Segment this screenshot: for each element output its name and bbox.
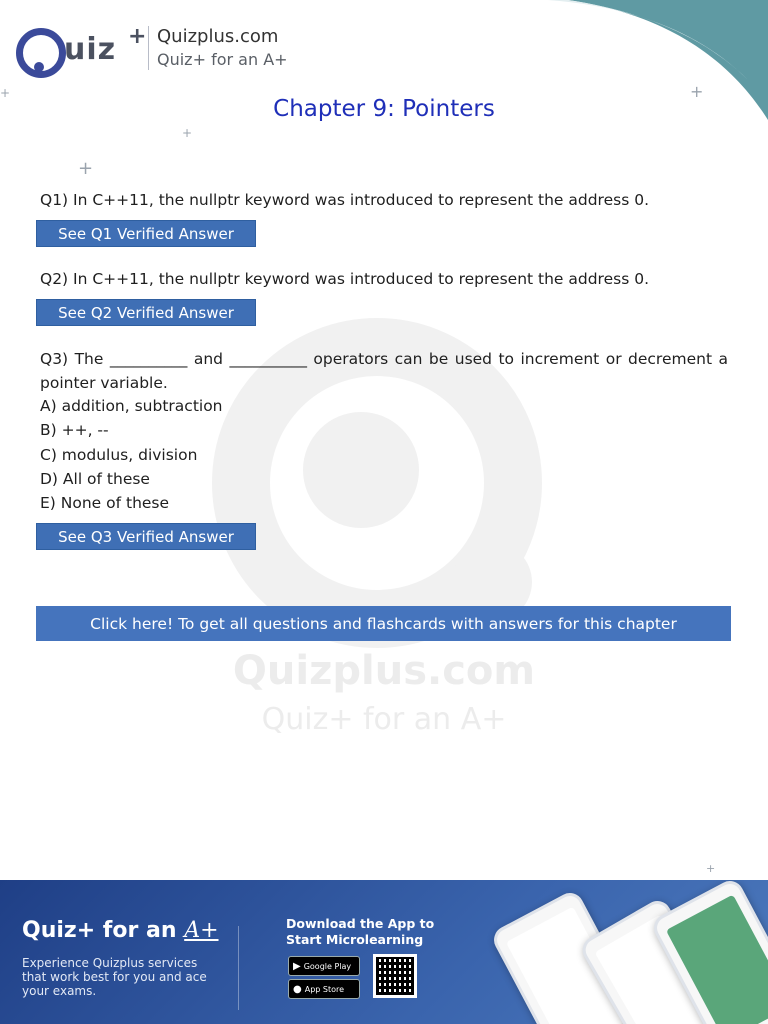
see-q1-answer-button[interactable]: See Q1 Verified Answer bbox=[36, 220, 256, 247]
footer-divider bbox=[238, 926, 239, 1010]
footer-download-text: Download the App to Start Microlearning bbox=[286, 916, 435, 947]
all-questions-cta-button[interactable]: Click here! To get all questions and flashcards with answers for this chapter bbox=[36, 606, 731, 641]
watermark-site-name: Quizplus.com bbox=[232, 648, 536, 694]
logo-dot-icon bbox=[34, 62, 44, 72]
google-play-label: Google Play bbox=[303, 961, 352, 971]
question-3-option-b: B) ++, -- bbox=[40, 421, 109, 439]
question-3-option-a: A) addition, subtraction bbox=[40, 397, 223, 415]
chapter-title: Chapter 9: Pointers bbox=[273, 96, 495, 122]
question-3-text: Q3) The __________ and __________ operators can be used to increment or decrement a pointer variable. bbox=[40, 350, 728, 392]
sparkle-icon: + bbox=[182, 126, 193, 140]
qr-code[interactable] bbox=[373, 954, 417, 998]
watermark-tagline: Quiz+ for an A+ bbox=[261, 702, 507, 737]
sparkle-icon: + bbox=[78, 158, 94, 179]
logo-word: uiz bbox=[64, 32, 117, 67]
see-q3-answer-button[interactable]: See Q3 Verified Answer bbox=[36, 523, 256, 550]
footer-description: Experience Quizplus services that work best for you and ace your exams. bbox=[22, 956, 207, 998]
sparkle-icon: + bbox=[690, 82, 704, 101]
header-divider bbox=[148, 26, 149, 70]
sparkle-icon: + bbox=[706, 862, 716, 875]
question-2-text: Q2) In C++11, the nullptr keyword was introduced to represent the address 0. bbox=[40, 270, 649, 288]
question-3-option-d: D) All of these bbox=[40, 470, 150, 488]
footer-brand-text: Quiz+ for an bbox=[22, 918, 177, 943]
watermark-logo-head bbox=[303, 412, 419, 528]
sparkle-icon: + bbox=[0, 86, 11, 100]
see-q2-answer-button[interactable]: See Q2 Verified Answer bbox=[36, 299, 256, 326]
question-3-option-c: C) modulus, division bbox=[40, 446, 198, 464]
footer-banner bbox=[0, 880, 768, 1024]
google-play-badge[interactable] bbox=[288, 956, 360, 976]
question-1-text: Q1) In C++11, the nullptr keyword was introduced to represent the address 0. bbox=[40, 191, 649, 209]
site-name[interactable]: Quizplus.com bbox=[157, 26, 279, 47]
apple-icon: ● bbox=[293, 983, 302, 995]
quizplus-logo[interactable] bbox=[16, 24, 146, 76]
footer-brand bbox=[22, 918, 219, 943]
site-tagline: Quiz+ for an A+ bbox=[157, 50, 288, 69]
app-store-badge[interactable] bbox=[288, 979, 360, 999]
play-store-icon: ▶ bbox=[293, 960, 301, 972]
app-store-label: App Store bbox=[304, 984, 345, 994]
footer-brand-aplus: A+ bbox=[184, 918, 219, 943]
question-3-option-e: E) None of these bbox=[40, 494, 170, 512]
logo-plus: + bbox=[128, 24, 147, 49]
